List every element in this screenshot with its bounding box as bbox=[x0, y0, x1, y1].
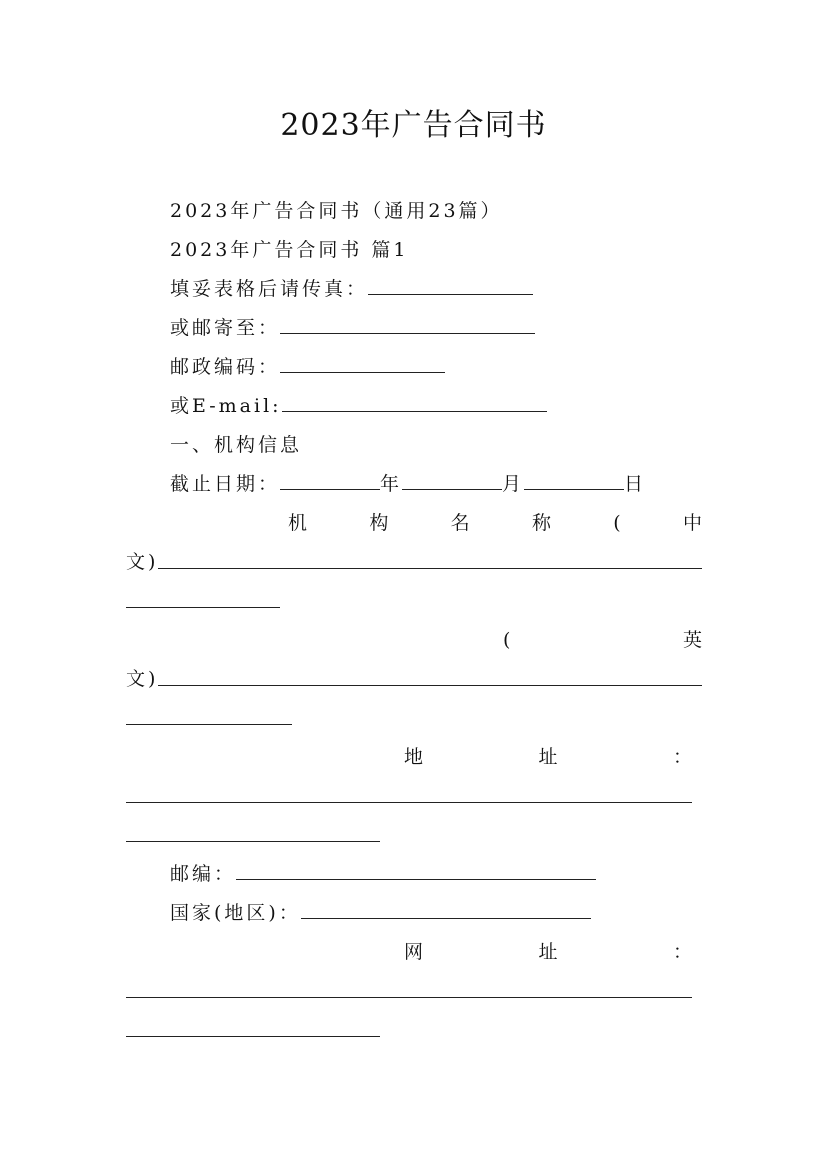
deadline-day-blank[interactable] bbox=[524, 471, 624, 490]
day-label: 日 bbox=[624, 473, 647, 495]
deadline-month-blank[interactable] bbox=[402, 471, 502, 490]
country-blank[interactable] bbox=[301, 900, 591, 919]
mail-blank[interactable] bbox=[280, 315, 535, 334]
zip-blank[interactable] bbox=[236, 861, 596, 880]
org-name-cn-tail: 文) bbox=[126, 551, 159, 573]
org-name-cn-char: 构 bbox=[369, 512, 389, 534]
address-blank[interactable] bbox=[126, 802, 692, 803]
org-name-cn-blank-cont[interactable] bbox=[126, 607, 280, 608]
org-name-cn-char: 名 bbox=[450, 512, 470, 534]
postcode-label: 邮政编码： bbox=[170, 356, 281, 378]
deadline-year-blank[interactable] bbox=[280, 471, 380, 490]
postcode-blank[interactable] bbox=[280, 354, 445, 373]
address-char: 址 bbox=[538, 746, 558, 768]
org-name-en-char: ( bbox=[503, 629, 511, 651]
org-name-cn-char: 中 bbox=[682, 512, 702, 534]
address-blank-cont[interactable] bbox=[126, 841, 380, 842]
zip-label: 邮编： bbox=[170, 863, 237, 885]
country-label: 国家(地区)： bbox=[170, 902, 301, 924]
fax-label: 填妥表格后请传真： bbox=[170, 278, 369, 300]
deadline-line bbox=[170, 471, 646, 497]
org-name-cn-blank[interactable] bbox=[158, 568, 702, 569]
address-label bbox=[404, 744, 692, 770]
document-subtitle: 2023年广告合同书（通用23篇） bbox=[170, 200, 503, 222]
document-title: 2023年广告合同书 bbox=[280, 108, 547, 143]
mail-label: 或邮寄至： bbox=[170, 317, 281, 339]
address-char: 地 bbox=[404, 746, 424, 768]
email-line bbox=[170, 393, 547, 419]
website-char: ： bbox=[672, 941, 692, 963]
org-name-cn-label bbox=[288, 510, 702, 536]
org-name-cn-char: 机 bbox=[288, 512, 308, 534]
address-char: ： bbox=[672, 746, 692, 768]
section-heading: 一、机构信息 bbox=[170, 434, 303, 456]
year-label: 年 bbox=[380, 473, 403, 495]
website-char: 网 bbox=[404, 941, 424, 963]
org-name-en-blank[interactable] bbox=[158, 685, 702, 686]
month-label: 月 bbox=[502, 473, 525, 495]
website-char: 址 bbox=[538, 941, 558, 963]
email-blank[interactable] bbox=[282, 393, 547, 412]
country-line bbox=[170, 900, 591, 926]
email-label: 或E-mail: bbox=[170, 395, 282, 417]
zip-line bbox=[170, 861, 596, 887]
website-blank-cont[interactable] bbox=[126, 1036, 380, 1037]
website-label bbox=[404, 939, 692, 965]
fax-line bbox=[170, 276, 533, 302]
org-name-en-char: 英 bbox=[682, 629, 702, 651]
mail-line bbox=[170, 315, 535, 341]
fax-blank[interactable] bbox=[368, 276, 533, 295]
deadline-label: 截止日期： bbox=[170, 473, 281, 495]
website-blank[interactable] bbox=[126, 997, 692, 998]
org-name-en-blank-cont[interactable] bbox=[126, 724, 292, 725]
org-name-cn-char: ( bbox=[613, 512, 621, 534]
org-name-en-label bbox=[503, 627, 702, 653]
part-heading: 2023年广告合同书 篇1 bbox=[170, 239, 409, 261]
postcode-line bbox=[170, 354, 445, 380]
org-name-cn-char: 称 bbox=[531, 512, 551, 534]
org-name-en-tail: 文) bbox=[126, 668, 159, 690]
